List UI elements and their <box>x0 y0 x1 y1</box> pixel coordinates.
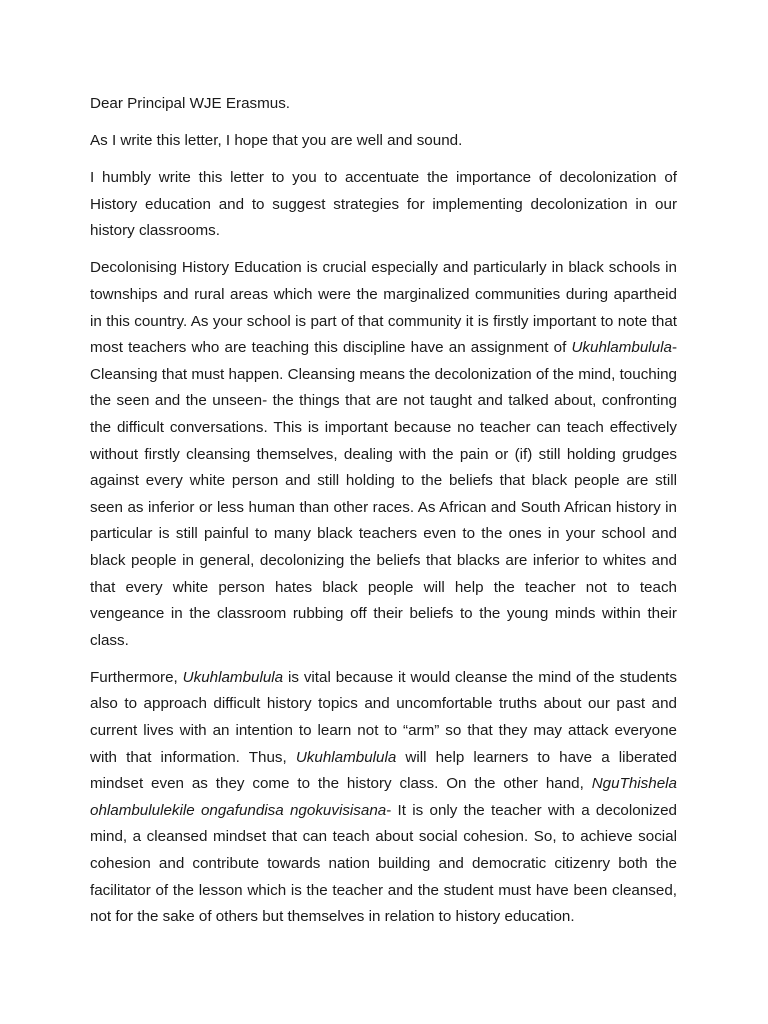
paragraph-text: is vital because it would cleanse the mind of the students also to approach difficult history topics and uncomfortable truths about our past and current lives with an intention to learn not to “arm” so that they may attack everyone with that information. Thus, <box>90 668 677 766</box>
paragraph-text: will help learners to have a liberated mindset even as they come to the history class. On the other hand, <box>90 748 678 793</box>
isizulu-phrase: NguThishela ohlambululekile ongafundisa ngokuvisisana <box>90 775 677 819</box>
greeting: As I write this letter, I hope that you are well and sound. <box>90 132 463 150</box>
decolonising-paragraph <box>90 255 677 654</box>
paragraph-text: -Cleansing that must happen. Cleansing means the decolonization of the mind, touching the seen and the unseen- the things that are not taught and talked about, confronting the difficult conversations. This is important because no teacher can teach effectively without firstly cleansing themselves, dealing with the pain or (if) still holding grudges against every white person and still holding to the beliefs that black people are still seen as inferior or less human than other races. As African and South African history in particular is still painful to many black teachers even to the ones in your school and black people in general, decolonizing the beliefs that blacks are inferior to whites and that every white person hates black people will help the teacher not to teach vengeance in the classroom rubbing off their beliefs to the young minds within their class. <box>90 339 677 649</box>
paragraph-text: Furthermore, <box>90 668 183 686</box>
paragraph-text: - It is only the teacher with a decolonized mind, a cleansed mindset that can teach about social cohesion. So, to achieve social cohesion and contribute towards nation building and democratic citizenry both the facilitator of the lesson which is the teacher and the student must have been cleansed, not for the sake of others but themselves in relation to history education. <box>90 801 677 926</box>
intro-paragraph: I humbly write this letter to you to accentuate the importance of decolonization of History education and to suggest strategies for implementing decolonization in our history classrooms. <box>90 169 677 240</box>
paragraph-text: Decolonising History Education is crucial especially and particularly in black schools in townships and rural areas which were the marginalized communities during apartheid in this country. As your school is part of that community it is firstly important to note that most teachers who are teaching this discipline have an assignment of <box>90 259 677 357</box>
isizulu-term: Ukuhlambulula <box>295 748 397 766</box>
letter-body <box>90 91 677 941</box>
isizulu-term: Ukuhlambulula <box>571 339 672 357</box>
isizulu-term: Ukuhlambulula <box>182 668 284 686</box>
salutation: Dear Principal WJE Erasmus. <box>90 95 291 112</box>
furthermore-paragraph <box>90 665 677 931</box>
